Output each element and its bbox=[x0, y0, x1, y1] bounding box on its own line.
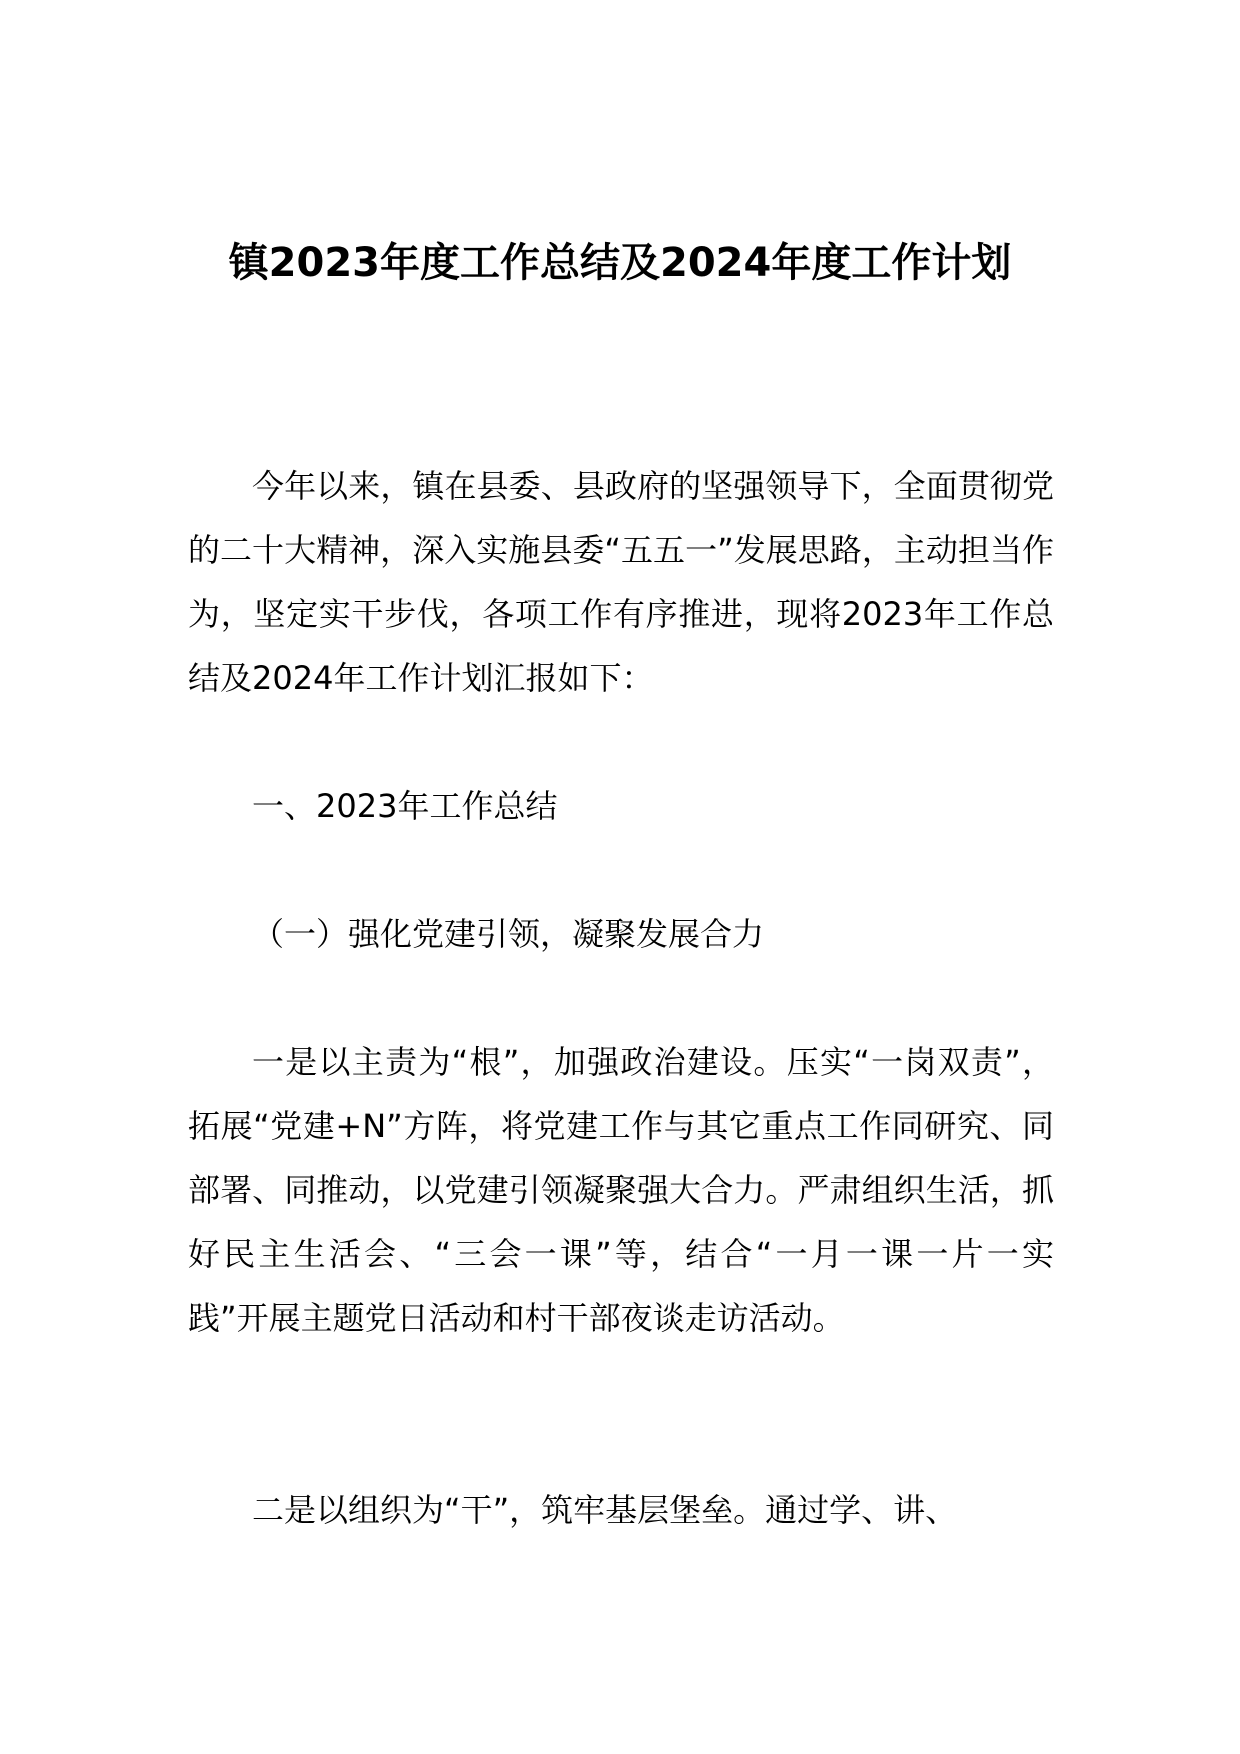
subsection-heading: （一）强化党建引领，凝聚发展合力 bbox=[252, 915, 765, 953]
document-title: 镇2023年度工作总结及2024年度工作计划 bbox=[228, 239, 1012, 286]
body-paragraph-2: 二是以组织为“干”，筑牢基层堡垒。通过学、讲、 bbox=[252, 1491, 958, 1529]
section-heading: 一、2023年工作总结 bbox=[252, 787, 558, 825]
intro-paragraph: 今年以来，镇在县委、县政府的坚强领导下，全面贯彻党的二十大精神，深入实施县委“五五一”发展思路，主动担当作为，坚定实干步伐，各项工作有序推进，现将2023年工作总结及2024年工作计划汇报如下： bbox=[188, 467, 1054, 697]
body-paragraph-1: 一是以主责为“根”，加强政治建设。压实“一岗双责”，拓展“党建+N”方阵，将党建工作与其它重点工作同研究、同部署、同推动，以党建引领凝聚强大合力。严肃组织生活，抓好民主生活会、“三会一课”等，结合“一月一课一片一实践”开展主题党日活动和村干部夜谈走访活动。 bbox=[188, 1043, 1054, 1337]
